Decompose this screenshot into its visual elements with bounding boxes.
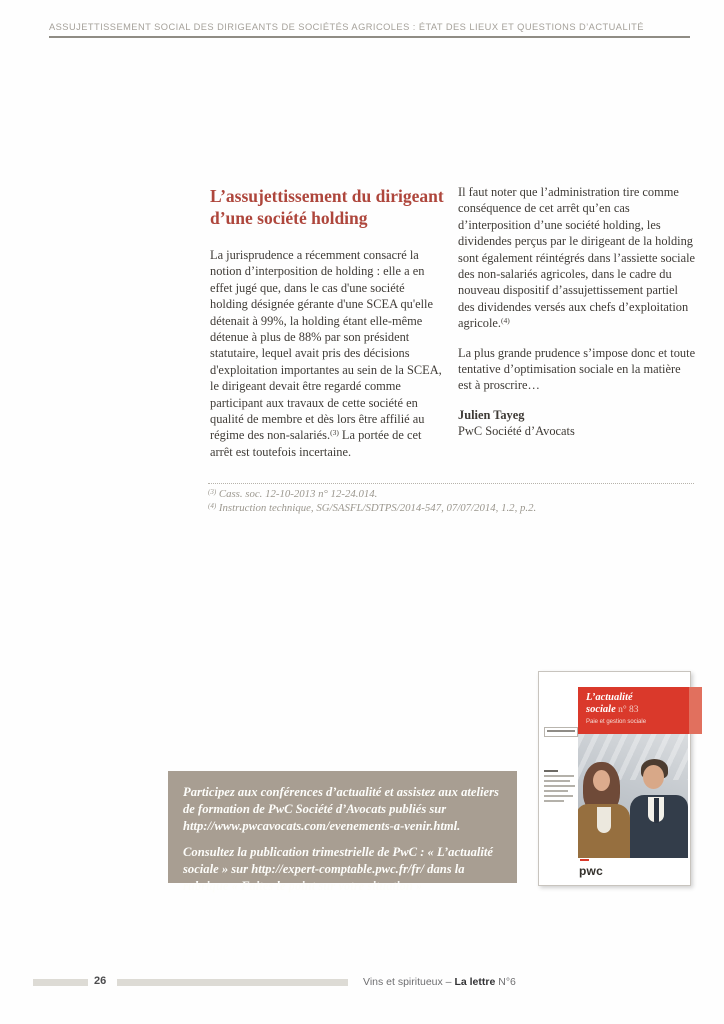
article-title: L’assujettissement du dirigeant d’une société holding [210, 186, 444, 228]
footnote-4 [208, 502, 694, 516]
footnote-text: Instruction technique, SG/SASFL/SDTPS/2014-547, 07/07/2014, 1.2, p.2. [216, 501, 537, 514]
body-text: La portée de cet arrêt est toutefois incertaine. [210, 428, 422, 459]
footnote-marker: (3) [208, 488, 217, 496]
publication-title: Vins et spiritueux – La lettre N°6 [363, 976, 516, 988]
cover-photo [578, 734, 688, 858]
promo-text-publication: Consultez la publication trimestrielle de PwC : « L’actualité sociale » sur http://expert-comptable.pwc.fr/fr/ dans la rubrique « Faites le point sur votre situation » [183, 845, 493, 893]
footnote-3 [208, 488, 694, 502]
author-firm: PwC Société d’Avocats [458, 424, 575, 439]
pwc-logo-tick [580, 859, 589, 861]
paragraph: La plus grande prudence s’impose donc et toute tentative d’optimisation sociale en la matière est à proscrire… [458, 345, 696, 393]
page-number: 26 [94, 975, 107, 987]
footnote-marker: (4) [208, 501, 217, 510]
cover-date-placeholder [544, 727, 578, 737]
footnote-ref-4: (4) [501, 316, 510, 326]
promo-text-conferences: Participez aux conférences d’actualité et assistez aux ateliers de formation de PwC Société d’Avocats publiés sur http://www.pwcavocats.com/evenements-a-venir.html. [183, 785, 499, 833]
footnotes [208, 483, 694, 516]
paragraph [210, 247, 443, 460]
body-text: La jurisprudence a récemment consacré la notion d’interposition de holding : elle a en effet jugé que, dans le cas d'une société holding désignée gérante d'une SCEA qu'elle détenait à 99%, la holding étant elle-même détenue à plus de 88% par son président statutaire, lequel avait pris des décisions d'exploitation importantes au sein de la SCEA, le dirigeant devait être regardé comme participant aux travaux de cette société en qualité de membre et dès lors être affilié au régime des non-salariés. [210, 248, 442, 443]
article-right-column [458, 184, 696, 453]
header-rule [49, 36, 690, 38]
article-left-column [210, 247, 443, 473]
cover-issue-number: n° 83 [615, 704, 639, 715]
cover-title-line1: L’actualité [586, 692, 633, 703]
author-name: Julien Tayeg [458, 407, 525, 422]
footer-bar-right [117, 979, 348, 986]
cover-title-box [578, 687, 702, 734]
magazine-cover [538, 671, 691, 886]
cover-title-line2: sociale n° 83 [586, 703, 639, 715]
author-block [458, 407, 696, 440]
footer-bar-left [33, 979, 88, 986]
pwc-logo: pwc [579, 864, 603, 878]
cover-toc-placeholder [544, 770, 577, 805]
running-header: ASSUJETTISSEMENT SOCIAL DES DIRIGEANTS DE SOCIÉTÉS AGRICOLES : ÉTAT DES LIEUX ET QUESTIONS D’ACTUALITÉ [49, 22, 644, 32]
promo-box [168, 771, 517, 893]
cover-subtitle: Paie et gestion sociale [586, 719, 647, 725]
paragraph [458, 184, 696, 332]
footnote-ref-3: (3) [330, 428, 339, 438]
footnote-text: Cass. soc. 12-10-2013 n° 12-24.014. [216, 488, 378, 500]
body-text: Il faut noter que l’administration tire comme conséquence de cet arrêt qu’en cas d’interposition d’une société holding, les dividendes perçus par le dirigeant de la holding sont également réintégrés dans l’assiette sociale des non-salariés agricoles, dans le cadre du nouveau dispositif d’assujettissement partiel des dividendes versés aux chefs d’exploitation agricole. [458, 185, 696, 331]
